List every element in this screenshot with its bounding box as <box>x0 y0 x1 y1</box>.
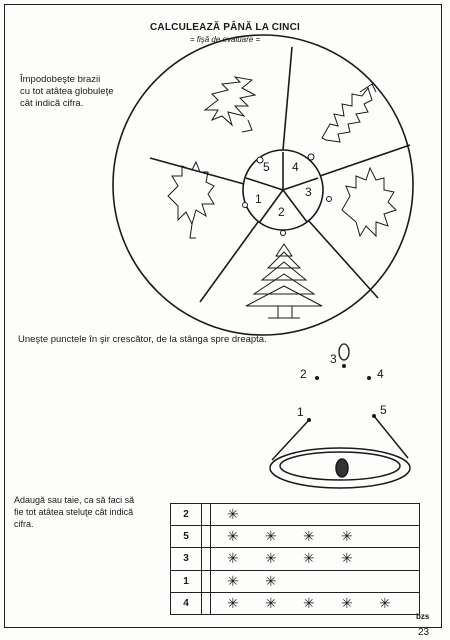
connect-dots <box>307 364 376 422</box>
star-row <box>171 548 420 570</box>
star-icon: ✳ <box>303 528 315 545</box>
center-number-3: 3 <box>305 185 312 199</box>
spoke-right <box>320 145 410 176</box>
star-row-spacer <box>202 570 211 592</box>
star-icon: ✳ <box>341 528 353 545</box>
star-row-spacer <box>202 504 211 526</box>
star-row-spacer <box>202 592 211 614</box>
page-number: 23 <box>418 627 430 638</box>
dot-label-1: 1 <box>297 405 304 419</box>
outer-circle <box>113 35 413 335</box>
star-icon: ✳ <box>341 550 353 567</box>
star-row-spacer <box>202 526 211 548</box>
star-icon: ✳ <box>303 594 315 611</box>
spoke-top <box>283 47 292 150</box>
center-number-1: 1 <box>255 192 262 206</box>
star-icon: ✳ <box>303 550 315 567</box>
star-row-number: 3 <box>171 548 202 570</box>
center-number-2: 2 <box>278 205 285 219</box>
star-row-stars <box>211 592 420 614</box>
instruction-connect-dots: Uneşte punctele în şir crescător, de la stânga spre dreapta. <box>18 334 267 345</box>
star-icon: ✳ <box>227 572 239 589</box>
tree-sketch-5 <box>246 244 322 318</box>
star-icon: ✳ <box>341 594 353 611</box>
star-row-stars <box>211 548 420 570</box>
star-row-spacer <box>202 548 211 570</box>
star-row <box>171 592 420 614</box>
star-icon: ✳ <box>379 594 391 611</box>
star-row-number: 2 <box>171 504 202 526</box>
star-icon: ✳ <box>265 594 277 611</box>
instruction-decorate-trees: Împodobeşte brazii cu tot atâtea globuleţe cât indică cifra. <box>20 74 114 109</box>
dot-label-3: 3 <box>330 352 337 366</box>
page-subtitle: = fişă de evaluare = <box>189 35 261 44</box>
star-icon: ✳ <box>227 550 239 567</box>
author-mark: bzs <box>416 612 430 621</box>
star-row-stars <box>211 526 420 548</box>
star-row <box>171 570 420 592</box>
spoke-left <box>150 158 244 184</box>
star-row <box>171 526 420 548</box>
instruction-add-or-cross-stars: Adaugă sau taie, ca să faci să fie tot atâtea steluţe cât indică cifra. <box>14 495 135 529</box>
tree-sketch-3 <box>342 168 396 236</box>
star-icon: ✳ <box>227 528 239 545</box>
star-row-stars <box>211 504 420 526</box>
dot-label-2: 2 <box>300 367 307 381</box>
star-icon: ✳ <box>265 528 277 545</box>
dot-label-4: 4 <box>377 367 384 381</box>
star-icon: ✳ <box>265 550 277 567</box>
star-icon: ✳ <box>265 572 277 589</box>
spoke-bottom-right <box>308 220 378 298</box>
star-icon: ✳ <box>227 506 239 523</box>
page-title: CALCULEAZĂ PÂNĂ LA CINCI <box>150 22 300 33</box>
star-row-number: 4 <box>171 592 202 614</box>
spoke-bottom-left <box>200 222 258 302</box>
bell-drawing <box>270 416 410 488</box>
tree-sketch-1 <box>205 77 255 132</box>
star-row <box>171 504 420 526</box>
star-icon: ✳ <box>227 594 239 611</box>
dot-label-5: 5 <box>380 403 387 417</box>
star-count-table <box>170 503 420 615</box>
star-row-number: 1 <box>171 570 202 592</box>
tree-sketch-2 <box>322 84 376 142</box>
star-row-number: 5 <box>171 526 202 548</box>
center-number-5: 5 <box>263 160 270 174</box>
star-row-stars <box>211 570 420 592</box>
center-number-4: 4 <box>292 160 299 174</box>
